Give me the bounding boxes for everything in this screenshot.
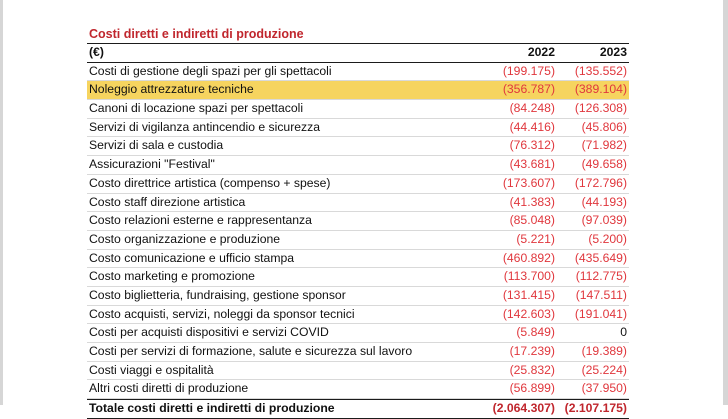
total-label: Totale costi diretti e indiretti di produzione [89,401,335,416]
table-row [87,343,629,362]
row-label: Costi per acquisti dispositivi e servizi COVID [89,325,329,340]
value-2023: (71.982) [581,138,627,153]
year-2023-header: 2023 [599,45,627,59]
value-2022: (17.239) [509,344,555,358]
table-body [87,63,629,399]
table-row [87,63,629,82]
value-2023: (172.796) [574,175,627,190]
row-label: Costo biglietteria, fundraising, gestione sponsor [89,287,346,302]
row-label: Costo staff direzione artistica [89,194,246,209]
row-label: Costo direttrice artistica (compenso + spese) [89,175,331,190]
table-row [87,362,629,381]
row-label: Canoni di locazione spazi per spettacoli [89,101,304,116]
row-label: Altri costi diretti di produzione [89,381,249,396]
value-2022: (5.849) [516,325,555,340]
row-label: Costo relazioni esterne e rappresentanza [89,213,312,228]
value-2023: (37.950) [581,381,627,396]
value-2022: (131.415) [502,287,555,302]
row-label: Costo marketing e promozione [89,269,255,284]
table-header-row [87,44,629,63]
row-label: Assicurazioni "Festival" [89,157,215,172]
value-2023: (44.193) [581,194,627,209]
window-frame-left [0,0,3,405]
value-2022: (41.383) [509,194,555,209]
row-label: Servizi di vigilanza antincendio e sicurezza [89,119,321,134]
table-row [87,137,629,156]
value-2023: (389.104) [574,82,627,97]
row-label: Costo comunicazione e ufficio stampa [89,250,295,265]
value-2022: (44.416) [509,119,555,134]
value-2023: (126.308) [574,101,627,116]
total-2022-value: (2.064.307) [492,401,555,416]
value-2022: (142.603) [502,306,555,321]
value-2023: (112.775) [575,269,627,284]
table-row [87,81,629,100]
value-2022: (25.832) [509,362,555,377]
table-title: Costi diretti e indiretti di produzione [89,27,304,41]
value-2023: (97.039) [581,213,627,228]
total-2023-value: (2.107.175) [564,401,627,416]
row-label: Costo acquisti, servizi, noleggi da sponsor tecnici [89,306,355,321]
row-label: Costi per servizi di formazione, salute e sicurezza sul lavoro [89,344,413,358]
table-row [87,250,629,269]
value-2023: (147.511) [575,287,627,302]
value-2023: (19.389) [581,344,627,358]
value-2023: (25.224) [581,362,627,377]
row-label: Costi di gestione degli spazi per gli spettacoli [89,63,332,78]
table-row [87,212,629,231]
table-row [87,175,629,194]
table-row [87,306,629,325]
row-label: Noleggio attrezzature tecniche [89,82,254,97]
table-row [87,100,629,119]
value-2022: (356.787) [502,82,555,97]
value-2023: 0 [620,325,627,340]
value-2023: (435.649) [574,250,627,265]
value-2022: (76.312) [509,138,555,153]
value-2022: (85.048) [509,213,555,228]
table-row [87,156,629,175]
value-2022: (113.700) [503,269,555,284]
value-2022: (56.899) [509,381,555,396]
table-row [87,268,629,287]
unit-header: (€) [89,45,104,59]
row-label: Costo organizzazione e produzione [89,231,281,246]
table-row [87,119,629,138]
row-label: Costi viaggi e ospitalità [89,362,214,377]
table-row [87,287,629,306]
value-2023: (5.200) [588,231,627,246]
table-row [87,324,629,343]
window-frame-right [723,0,728,405]
value-2022: (173.607) [502,175,555,190]
cost-table-document [87,26,629,419]
value-2022: (460.892) [502,250,555,265]
row-label: Servizi di sala e custodia [89,138,224,153]
table-row [87,194,629,213]
table-row [87,231,629,250]
value-2022: (5.221) [516,231,555,246]
value-2022: (43.681) [509,157,555,172]
value-2022: (199.175) [502,63,555,78]
value-2023: (49.658) [581,157,627,172]
value-2023: (191.041) [574,306,627,321]
value-2023: (45.806) [581,119,627,134]
cost-table [87,43,629,419]
value-2022: (84.248) [509,101,555,116]
value-2023: (135.552) [574,63,627,78]
table-row [87,380,629,399]
total-row [87,399,629,419]
year-2022-header: 2022 [527,45,555,59]
